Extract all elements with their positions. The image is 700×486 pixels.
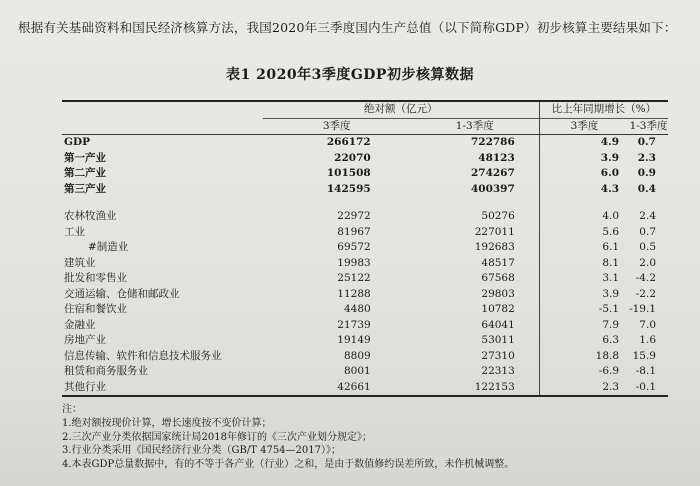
cell-growth-ytd: 7.0 — [639, 318, 656, 331]
header-blank — [62, 101, 263, 118]
cell-growth-ytd: -19.1 — [629, 303, 656, 315]
cell-abs-ytd: 10782 — [481, 303, 515, 315]
row-label: 农林牧渔业 — [64, 210, 117, 222]
cell-growth-q3: 4.0 — [539, 209, 629, 225]
cell-growth-q3: 5.6 — [539, 225, 629, 241]
table-row — [62, 135, 668, 151]
table-row — [62, 256, 668, 272]
cell-abs-q3: 22972 — [337, 210, 371, 222]
cell-growth-ytd: -2.2 — [635, 287, 656, 300]
cell-growth-q3: 8.1 — [539, 256, 629, 272]
table-row — [62, 240, 668, 256]
table-title: 表1 2020年3季度GDP初步核算数据 — [226, 67, 474, 83]
header-growth-q3: 3季度 — [539, 118, 629, 135]
cell-growth-q3: 4.3 — [539, 182, 629, 198]
cell-growth-ytd: 0.7 — [639, 225, 656, 238]
cell-growth-ytd: 0.4 — [637, 182, 656, 195]
cell-abs-q3: 8001 — [343, 365, 371, 377]
cell-abs-ytd: 274267 — [470, 167, 515, 179]
row-label: 租赁和商务服务业 — [64, 365, 148, 377]
notes-heading: 注： — [62, 404, 82, 415]
row-label: 交通运输、仓储和邮政业 — [64, 287, 180, 300]
cell-growth-q3: 3.9 — [539, 151, 629, 167]
cell-growth-q3: 6.3 — [539, 333, 629, 349]
row-label: 金融业 — [64, 318, 96, 331]
cell-abs-q3: 11288 — [337, 287, 371, 300]
cell-abs-ytd: 48123 — [478, 151, 515, 164]
cell-growth-ytd: -0.1 — [629, 380, 668, 397]
intro-paragraph: 根据有关基础资料和国民经济核算方法，我国2020年三季度国内生产总值（以下简称GDP）初步核算主要结果如下： — [18, 20, 677, 35]
table-row — [62, 302, 668, 318]
table-row — [62, 151, 668, 167]
table-row — [62, 380, 668, 397]
table-row — [62, 182, 668, 198]
header-abs-q3: 3季度 — [263, 118, 411, 135]
cell-growth-q3: 4.9 — [539, 135, 629, 151]
cell-growth-q3: 2.3 — [539, 380, 629, 397]
table-row — [62, 225, 668, 241]
note-item: 4.本表GDP总量数据中，有的不等于各产业（行业）之和，是由于数值修约误差所致，未作机械调整。 — [62, 459, 515, 471]
cell-abs-ytd: 48517 — [481, 256, 515, 269]
cell-growth-q3: 7.9 — [539, 318, 629, 334]
cell-abs-ytd: 722786 — [470, 136, 515, 148]
cell-abs-ytd: 64041 — [481, 318, 515, 331]
cell-growth-ytd: 2.0 — [639, 256, 656, 269]
cell-growth-q3: -6.9 — [539, 364, 629, 380]
cell-growth-ytd: 0.9 — [637, 167, 656, 179]
cell-abs-q3: 19983 — [337, 256, 371, 269]
table-row — [62, 364, 668, 380]
cell-abs-q3: 25122 — [337, 272, 371, 284]
cell-abs-q3: 142595 — [326, 182, 371, 195]
row-label: 住宿和餐饮业 — [64, 303, 127, 315]
row-spacer — [62, 197, 668, 209]
table-row — [62, 287, 668, 303]
cell-abs-q3: 8809 — [343, 349, 371, 362]
table-row — [62, 271, 668, 287]
row-label: 第三产业 — [64, 182, 106, 195]
row-label: 其他行业 — [62, 380, 263, 397]
row-label: 工业 — [64, 225, 85, 238]
row-label: 信息传输、软件和信息技术服务业 — [64, 349, 222, 362]
table-row — [62, 166, 668, 182]
cell-growth-q3: 3.1 — [539, 271, 629, 287]
cell-abs-q3: 81967 — [337, 225, 371, 238]
cell-abs-q3: 69572 — [337, 241, 371, 253]
cell-growth-ytd: 2.4 — [639, 210, 656, 222]
row-label: 批发和零售业 — [64, 272, 127, 284]
row-label: GDP — [64, 136, 90, 148]
cell-growth-ytd: 15.9 — [632, 349, 656, 362]
table-body — [62, 135, 668, 397]
cell-growth-q3: -5.1 — [539, 302, 629, 318]
cell-growth-ytd: 0.5 — [639, 241, 656, 253]
cell-growth-ytd: 2.3 — [637, 151, 656, 164]
cell-abs-ytd: 29803 — [481, 287, 515, 300]
cell-abs-ytd: 122153 — [411, 380, 540, 397]
cell-growth-ytd: 0.7 — [637, 136, 656, 148]
note-item: 2.三次产业分类依据国家统计局2018年修订的《三次产业划分规定》； — [62, 431, 372, 443]
cell-growth-q3: 6.0 — [539, 166, 629, 182]
cell-growth-ytd: -8.1 — [635, 365, 656, 377]
cell-abs-ytd: 53011 — [481, 334, 515, 346]
table-row — [62, 209, 668, 225]
table-row — [62, 333, 668, 349]
table-row — [62, 349, 668, 365]
row-label: 建筑业 — [64, 256, 96, 269]
cell-growth-q3: 6.1 — [539, 240, 629, 256]
header-absolute-group: 绝对额（亿元） — [263, 101, 540, 118]
cell-abs-ytd: 50276 — [481, 210, 515, 222]
note-item: 3.行业分类采用《国民经济行业分类（GB/T 4754—2017）》； — [62, 445, 341, 457]
note-item: 1.绝对额按现价计算，增长速度按不变价计算； — [62, 417, 272, 429]
cell-abs-ytd: 192683 — [474, 241, 515, 253]
cell-abs-ytd: 67568 — [481, 272, 515, 284]
row-label: 第二产业 — [64, 167, 106, 179]
cell-abs-q3: 19149 — [337, 334, 371, 346]
cell-abs-q3: 22070 — [334, 151, 371, 164]
cell-abs-q3: 101508 — [326, 167, 371, 179]
cell-growth-ytd: 1.6 — [639, 334, 656, 346]
row-label: 第一产业 — [64, 151, 106, 164]
cell-growth-q3: 3.9 — [539, 287, 629, 303]
cell-abs-q3: 4480 — [343, 303, 371, 315]
header-growth-group: 比上年同期增长（%） — [539, 101, 668, 118]
cell-abs-ytd: 22313 — [481, 365, 515, 377]
cell-abs-ytd: 400397 — [470, 182, 515, 195]
cell-abs-q3: 42661 — [263, 380, 411, 397]
cell-growth-ytd: -4.2 — [635, 272, 656, 284]
row-label: #制造业 — [88, 241, 129, 253]
header-abs-ytd: 1-3季度 — [411, 118, 540, 135]
notes — [62, 403, 514, 472]
cell-abs-q3: 21739 — [337, 318, 371, 331]
header-growth-ytd: 1-3季度 — [629, 118, 668, 135]
row-label: 房地产业 — [64, 334, 106, 346]
table-row — [62, 318, 668, 334]
cell-abs-ytd: 227011 — [474, 225, 515, 238]
cell-abs-ytd: 27310 — [481, 349, 515, 362]
cell-abs-q3: 266172 — [326, 136, 371, 148]
cell-growth-q3: 18.8 — [539, 349, 629, 365]
gdp-table — [62, 100, 668, 397]
